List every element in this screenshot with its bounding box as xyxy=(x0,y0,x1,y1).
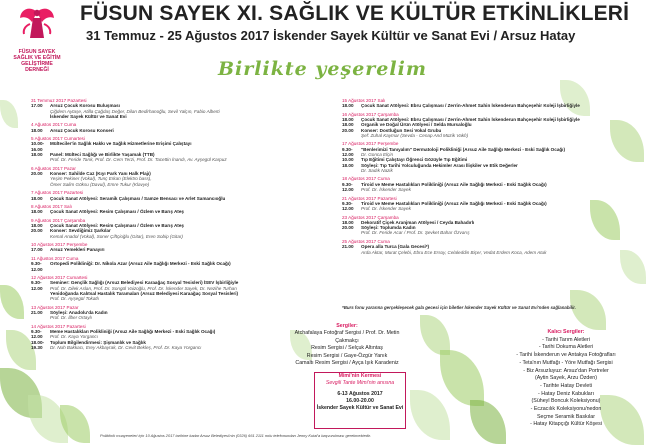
event-details xyxy=(361,147,632,158)
event-details xyxy=(50,103,271,114)
event-time: 18.00 xyxy=(342,122,354,128)
permanent-heading: Kalıcı Sergiler: xyxy=(547,329,585,335)
event-details xyxy=(361,225,632,236)
event-time: 20.00 xyxy=(342,127,354,133)
logo-text-3: GELİŞTİRME xyxy=(21,61,53,67)
event-row xyxy=(342,103,632,108)
event-row xyxy=(342,225,632,236)
event-time: 10.00-16.00 xyxy=(31,141,45,152)
event-time: 18.00 xyxy=(342,103,354,109)
event-people: Prof. Dr. Feride Acar / Prof. Dr. Şevket Bahar Özvarış xyxy=(361,230,470,236)
event-title: Çocuk Sanat Atölyesi: Seramik Çalışması / Samze Bensacı ve Arlet Samancıoğlu xyxy=(50,195,226,201)
event-time: 18.00 xyxy=(342,219,354,225)
permanent-item: - Hatay Kitapçığı Kültür Köşesi xyxy=(530,421,602,428)
event-time: 9.30-12.00 xyxy=(342,181,354,193)
event-date: 15 Ağustos 2017 Salı xyxy=(342,98,386,103)
event-title: Seminer: Gençlik Sağlığı (Arsuz Belediyesi Karaağaç Sosyal Tesisleri) İSEV İşbirliğiyle xyxy=(50,280,239,286)
event-title: Çocuk Sanat Atölyesi: Resim Çalışması / Özlem ve Barış Ateş xyxy=(50,223,184,229)
permanent-item: - Tarihte Hatay Devleti xyxy=(539,382,592,389)
event-title: Dekoratif Çiçek Aranjman Atölyesi / Ceyda Bahadırlı xyxy=(361,219,475,225)
event-details xyxy=(50,128,271,133)
event-row xyxy=(31,152,271,163)
permanent-item: - Biz Arsuzluyuz: Arsuz'dan Portreler xyxy=(523,367,609,374)
logo-text-2: SAĞLIK VE EĞİTİM xyxy=(13,55,61,61)
event-row xyxy=(342,182,632,193)
event-time: 18.00 xyxy=(342,162,354,168)
event-details xyxy=(361,163,632,174)
event-details xyxy=(50,310,271,321)
event-date: 12 Ağustos 2017 Cumartesi xyxy=(31,275,88,280)
exhibitions-section xyxy=(292,323,402,367)
event-details xyxy=(50,340,271,351)
event-details xyxy=(361,128,632,139)
event-date: 23 Ağustos 2017 Çarşamba xyxy=(342,214,399,220)
event-row xyxy=(31,340,271,351)
permanent-item: - Tarihi İskenderun ve Antakya Fotoğrafları xyxy=(516,352,616,359)
event-date: 5 Ağustos 2017 Cumartesi xyxy=(31,136,85,142)
event-title: Tiroid ve Meme Hastalıkları Polikliniği (Arsuz Aile Sağlığı Merkezi - Eski Sağlık Ocağı) xyxy=(361,181,547,187)
event-people: Yeşim Pekiner (Vokal), Tunç Erkan (Elektro bass), xyxy=(50,176,152,182)
event-title: Opera alla Turca (Gala Gecesi*) xyxy=(361,244,430,250)
event-date: 18 Ağustos 2017 Cuma xyxy=(342,176,390,182)
event-title: Söyleşi: Toplumda Kadın xyxy=(361,225,416,231)
event-row xyxy=(31,114,271,119)
event-date: 4 Ağustos 2017 Cuma xyxy=(31,122,77,128)
bazaar-subheading: Sevgili Tante Mimi'nin anısına xyxy=(325,380,395,386)
event-title: Arsuz Çocuk Korosu Buluşması xyxy=(50,103,120,109)
exhibition-item: Resim Sergisi / Gaye-Özgür Yanık xyxy=(306,352,388,359)
event-date: 14 Ağustos 2017 Pazartesi xyxy=(31,323,86,329)
event-details xyxy=(50,196,271,201)
event-date: 6 Ağustos 2017 Pazar xyxy=(31,165,76,171)
event-title: Meme Hastalıkları Polikliniği (Arsuz Aile Sağlığı Merkezi - Eski Sağlık Ocağı) xyxy=(50,329,216,335)
event-details xyxy=(361,182,632,193)
event-title: Söyleşi: Anadolu'da Kadın xyxy=(50,309,108,315)
event-details xyxy=(50,171,271,187)
permanent-item: - Eczacılık Koleksiyonu/nedon xyxy=(530,406,602,413)
leaf-decoration xyxy=(0,285,24,319)
event-time: 20.00 xyxy=(31,228,43,234)
event-date: 16 Ağustos 2017 Çarşamba xyxy=(342,111,399,117)
exhibition-item: Camaltı Resim Sergisi / Ayça Işık Karadeniz xyxy=(295,360,399,367)
event-title: Organik ve Doğal Ürün Atölyesi / Selda Mursaloğlu xyxy=(361,122,472,128)
bazaar-hours: 16.00-20.00 xyxy=(346,398,374,404)
event-title: İskender Sayek Kültür ve Sanat Evi xyxy=(50,113,127,119)
event-people: Prof. Dr. İskender Sayek xyxy=(361,206,411,212)
event-details xyxy=(361,244,632,255)
event-time: 21.00 xyxy=(31,309,43,315)
event-title: Arsuz Çocuk Korosu Konseri xyxy=(50,127,114,133)
event-time: 9.30-12.00 xyxy=(31,261,43,272)
program-right-column xyxy=(342,98,632,255)
event-row xyxy=(31,209,271,214)
event-time: 9.30-12.00 xyxy=(342,200,354,212)
permanent-item: - Teta'nın Mutfağı - Yöre Mutfağı Sergisi xyxy=(519,359,613,366)
event-row xyxy=(31,280,271,291)
event-title: Tıp Eğitimi Çalıştayı Öğrenci Gözüyle Tıp Eğitimi xyxy=(361,157,468,163)
event-title: Panel: Mülteci Sağlığı ve Birlikte Yaşamak (TTB) xyxy=(50,152,155,158)
page-title: FÜSUN SAYEK XI. SAĞLIK VE KÜLTÜR ETKİNLİKLERİ xyxy=(80,2,630,25)
leaf-decoration xyxy=(620,250,646,284)
event-row xyxy=(31,196,271,201)
event-date: 13 Ağustos 2017 Pazar xyxy=(31,304,79,310)
permanent-exhibitions xyxy=(496,329,636,429)
exhibition-item: Atchafalaya Fotoğraf Sergisi / Prof. Dr. Metin Çakmakçı xyxy=(294,330,400,344)
event-details xyxy=(50,209,271,214)
event-time: 17.00 xyxy=(31,103,43,109)
event-date: 21 Ağustos 2017 Pazartesi xyxy=(342,195,397,201)
event-title: Çocuk Sanat Atölyesi: Ebru Çalışması / Zerrin-Ahmet Sahin İskenderun Bahçeşehir Koleji İşbirliğiyle xyxy=(361,117,580,123)
event-date: 25 Ağustos 2017 Cuma xyxy=(342,238,390,244)
event-time: 18.00 xyxy=(31,195,43,201)
event-row xyxy=(342,244,632,255)
event-people: Prof. Dr. Dilek Aslan, Prof. Dr. Songül Vaizoğlu, Prof. Dr. İskender Sayek, Dr. Nezihe Turhan xyxy=(50,285,237,291)
event-row xyxy=(31,171,271,187)
leaf-decoration xyxy=(420,315,450,355)
event-time: 18.00 xyxy=(31,223,43,229)
event-row xyxy=(31,141,271,152)
event-people: Prof. Dr. İlber Ortaylı xyxy=(50,315,92,321)
event-time: 20.00 xyxy=(342,225,354,231)
event-title: Toplum Bilgilendirmesi: Şişmanlık ve Sağlık xyxy=(50,339,146,345)
event-time: 18.00 xyxy=(31,152,43,158)
event-people: Dr. Gonca Elçin xyxy=(361,152,393,158)
event-people: Prof. Dr. Kaya Yorgancı xyxy=(50,334,99,340)
event-time: 17.00 xyxy=(31,247,43,253)
leaf-decoration xyxy=(570,290,606,330)
event-people: Kemal Anadol (Vokal), Soner Çiftçioğlu (Gitar), Eren Sobip (Gitar) xyxy=(50,233,183,239)
event-date: 10 Ağustos 2017 Perşembe xyxy=(31,242,88,248)
event-title: Konser: Sevdiğimiz Şarkılar xyxy=(50,228,111,234)
event-title: Konser: Sahilde Caz (Kıyı Park Yanı Halk Plajı) xyxy=(50,171,151,177)
event-details xyxy=(50,247,271,252)
event-title: Konser: Dostluğun Sesi Vokal Grubu xyxy=(361,127,442,133)
event-details xyxy=(361,201,632,212)
event-date: 11 Ağustos 2017 Cuma xyxy=(31,255,79,261)
bazaar-box xyxy=(314,372,406,429)
event-row xyxy=(31,103,271,114)
event-details xyxy=(361,103,632,108)
exhibitions-heading: Sergiler: xyxy=(336,323,358,329)
event-details xyxy=(50,261,271,272)
permanent-item: (Süheyl Boncuk Koleksiyonu) xyxy=(531,398,601,405)
event-people: Prof. Dr. Feride Tarık, Prof. Dr. Cem Terzi, Prof. Dr. Tacettin İnandı, Av. Ayşegül Karpuz xyxy=(50,157,227,163)
event-time xyxy=(31,291,50,302)
event-people: Dr. Nuh Bakkacı, Erey Akbayrak, Dr. Cevit Bekleş, Prof. Dr. Kaya Yorgancı xyxy=(50,344,202,350)
event-title: Mülteciler'in Sağlık Hakkı ve Sağlık Hizmetlerine Erişimi Çalıştayı xyxy=(50,141,192,147)
event-people: Prof. Dr. Ayşegül Tokatlı xyxy=(50,296,99,302)
event-row xyxy=(31,128,271,133)
event-time: 18.00 xyxy=(342,117,354,123)
event-date: 31 Temmuz 2017 Pazartesi xyxy=(31,98,87,103)
event-people: Ömer Salim Göksu (Davul), Emre Tukur (Klavye) xyxy=(50,181,150,187)
event-time: 18.00 xyxy=(31,127,43,133)
permanent-item: Seçme Seramik Baskılar xyxy=(537,413,595,420)
event-row xyxy=(31,329,271,340)
event-people: Çiğdem Aytaşe, Atilla Çağdaş Değer, Dilan Bedirhanoğlu, Sevil Yalçın, Fabio Alberti xyxy=(50,108,220,114)
event-time: 18.00 xyxy=(31,209,43,215)
event-people: Dr. Sadık Nazik xyxy=(361,167,393,173)
event-date: 17 Ağustos 2017 Perşembe xyxy=(342,141,399,147)
event-time: 9.30-12.00 xyxy=(31,329,43,340)
event-row xyxy=(342,201,632,212)
event-row xyxy=(31,228,271,239)
event-details xyxy=(50,280,271,291)
event-details xyxy=(50,152,271,163)
event-title: Ortopedi Polikliniği: Dr. Nikola Azar (Arsuz Aile Sağlığı Merkezi - Eski Sağlık Ocağı) xyxy=(50,261,231,267)
event-title: Söyleşi: Tıp Tarihi Yolculuğunda Hekimler Arası İlişkiler ve Etik Değerler xyxy=(361,162,518,168)
event-row xyxy=(31,291,271,302)
slogan: Birlikte yeşerelim xyxy=(218,58,427,80)
event-row xyxy=(31,261,271,272)
event-time: 9.30-12.00 xyxy=(31,280,43,291)
event-row xyxy=(342,163,632,174)
gala-note: *Burs fonu yararına gerçekleşecek gala gecesi için biletler İskender Sayek Kültür ve Sanat Evi'nden sağlanabilir. xyxy=(342,305,576,310)
event-time: 20.00 xyxy=(31,171,43,177)
event-title: Tiroid ve Meme Hastalıkları Polikliniği (Arsuz Aile Sağlığı Merkezi - Eski Sağlık Ocağı) xyxy=(361,200,547,206)
event-title: Yenidoğanda Kalıtsal Hastalık Taramaları (Arsuz Belediyesi Karaağaç Sosyal Tesisleri) xyxy=(50,290,238,296)
leaf-decoration xyxy=(410,390,450,440)
leaf-decoration xyxy=(0,100,18,128)
association-logo xyxy=(6,4,68,73)
event-details xyxy=(50,291,271,302)
event-row xyxy=(342,128,632,139)
event-title: Arsuz Yemekleri Panayırı xyxy=(50,247,105,253)
event-time: 18.00-19.30 xyxy=(31,339,45,350)
permanent-item: (Aytin Sayek, Arzu Özden) xyxy=(534,375,598,382)
event-people: Prof. Dr. İskender Sayek xyxy=(361,187,411,193)
event-date: 7 Ağustos 2017 Pazartesi xyxy=(31,190,84,196)
event-people: Şef: Zuhal Kaymar (Sevda - Cenap And Müzik Vakfı) xyxy=(361,132,469,138)
event-time: 21.00 xyxy=(342,244,354,250)
bazaar-dates: 6-13 Ağustos 2017 xyxy=(337,391,383,397)
permanent-item: - Tarihi Dokuma Aletleri xyxy=(538,344,594,351)
event-time: 9.30-12.00 xyxy=(342,146,354,158)
exhibition-item: Resim Sergisi / Selçuk Altıntaş xyxy=(311,345,383,352)
permanent-item: - Hatay Deniz Kabukları xyxy=(538,390,594,397)
program-left-column xyxy=(31,98,271,350)
event-row xyxy=(31,310,271,321)
event-details xyxy=(50,141,271,152)
event-title: "Benlerimizi Tanıyalım" Dermatoloji Polikliniği (Arsuz Aile Sağlığı Merkezi - Eski Sağlık Ocağı) xyxy=(361,146,565,152)
event-title: Çocuk Sanat Atölyesi: Ebru Çalışması / Zerrin-Ahmet Sahin İskenderun Bahçeşehir Koleji İşbirliğiyle xyxy=(361,103,580,109)
event-date: 8 Ağustos 2017 Salı xyxy=(31,203,72,209)
event-date: 9 Ağustos 2017 Çarşamba xyxy=(31,217,86,223)
logo-text-1: FÜSUN SAYEK xyxy=(18,49,56,55)
event-title: Çocuk Sanat Atölyesi: Resim Çalışması / Özlem ve Barış Ateş xyxy=(50,209,184,215)
page-subtitle: 31 Temmuz - 25 Ağustos 2017 İskender Sayek Kültür ve Sanat Evi / Arsuz Hatay xyxy=(86,28,576,43)
angel-logo-icon xyxy=(17,4,57,44)
event-details xyxy=(50,114,271,119)
event-people: Arda Aktar, Murat Çelebi, Ebru Ece Ersoy, Celaleddin Biçer, Vedat Erdem Koca, Adem Atuk xyxy=(361,249,547,255)
event-time: 10.00 xyxy=(342,157,354,163)
event-row xyxy=(31,247,271,252)
leaf-decoration xyxy=(440,350,484,406)
bazaar-heading: Mimi'nin Kermesi xyxy=(338,373,382,379)
event-row xyxy=(342,147,632,158)
event-details xyxy=(50,329,271,340)
permanent-item: - Tarihi Tarım Aletleri xyxy=(542,336,590,343)
event-time xyxy=(31,114,50,119)
event-details xyxy=(50,228,271,239)
footer-note: Poliklinik muayeneleri için 10 Ağustos 2017 tarihine kadar Arsuz Belediyesi'nin (0326) 661 2111 nolu telefonundan Jenny Kutal'a başvurulması gerekmektedir. xyxy=(100,433,372,438)
logo-text-4: DERNEĞİ xyxy=(25,67,49,73)
bazaar-place: İskender Sayek Kültür ve Sanat Evi xyxy=(316,405,404,411)
